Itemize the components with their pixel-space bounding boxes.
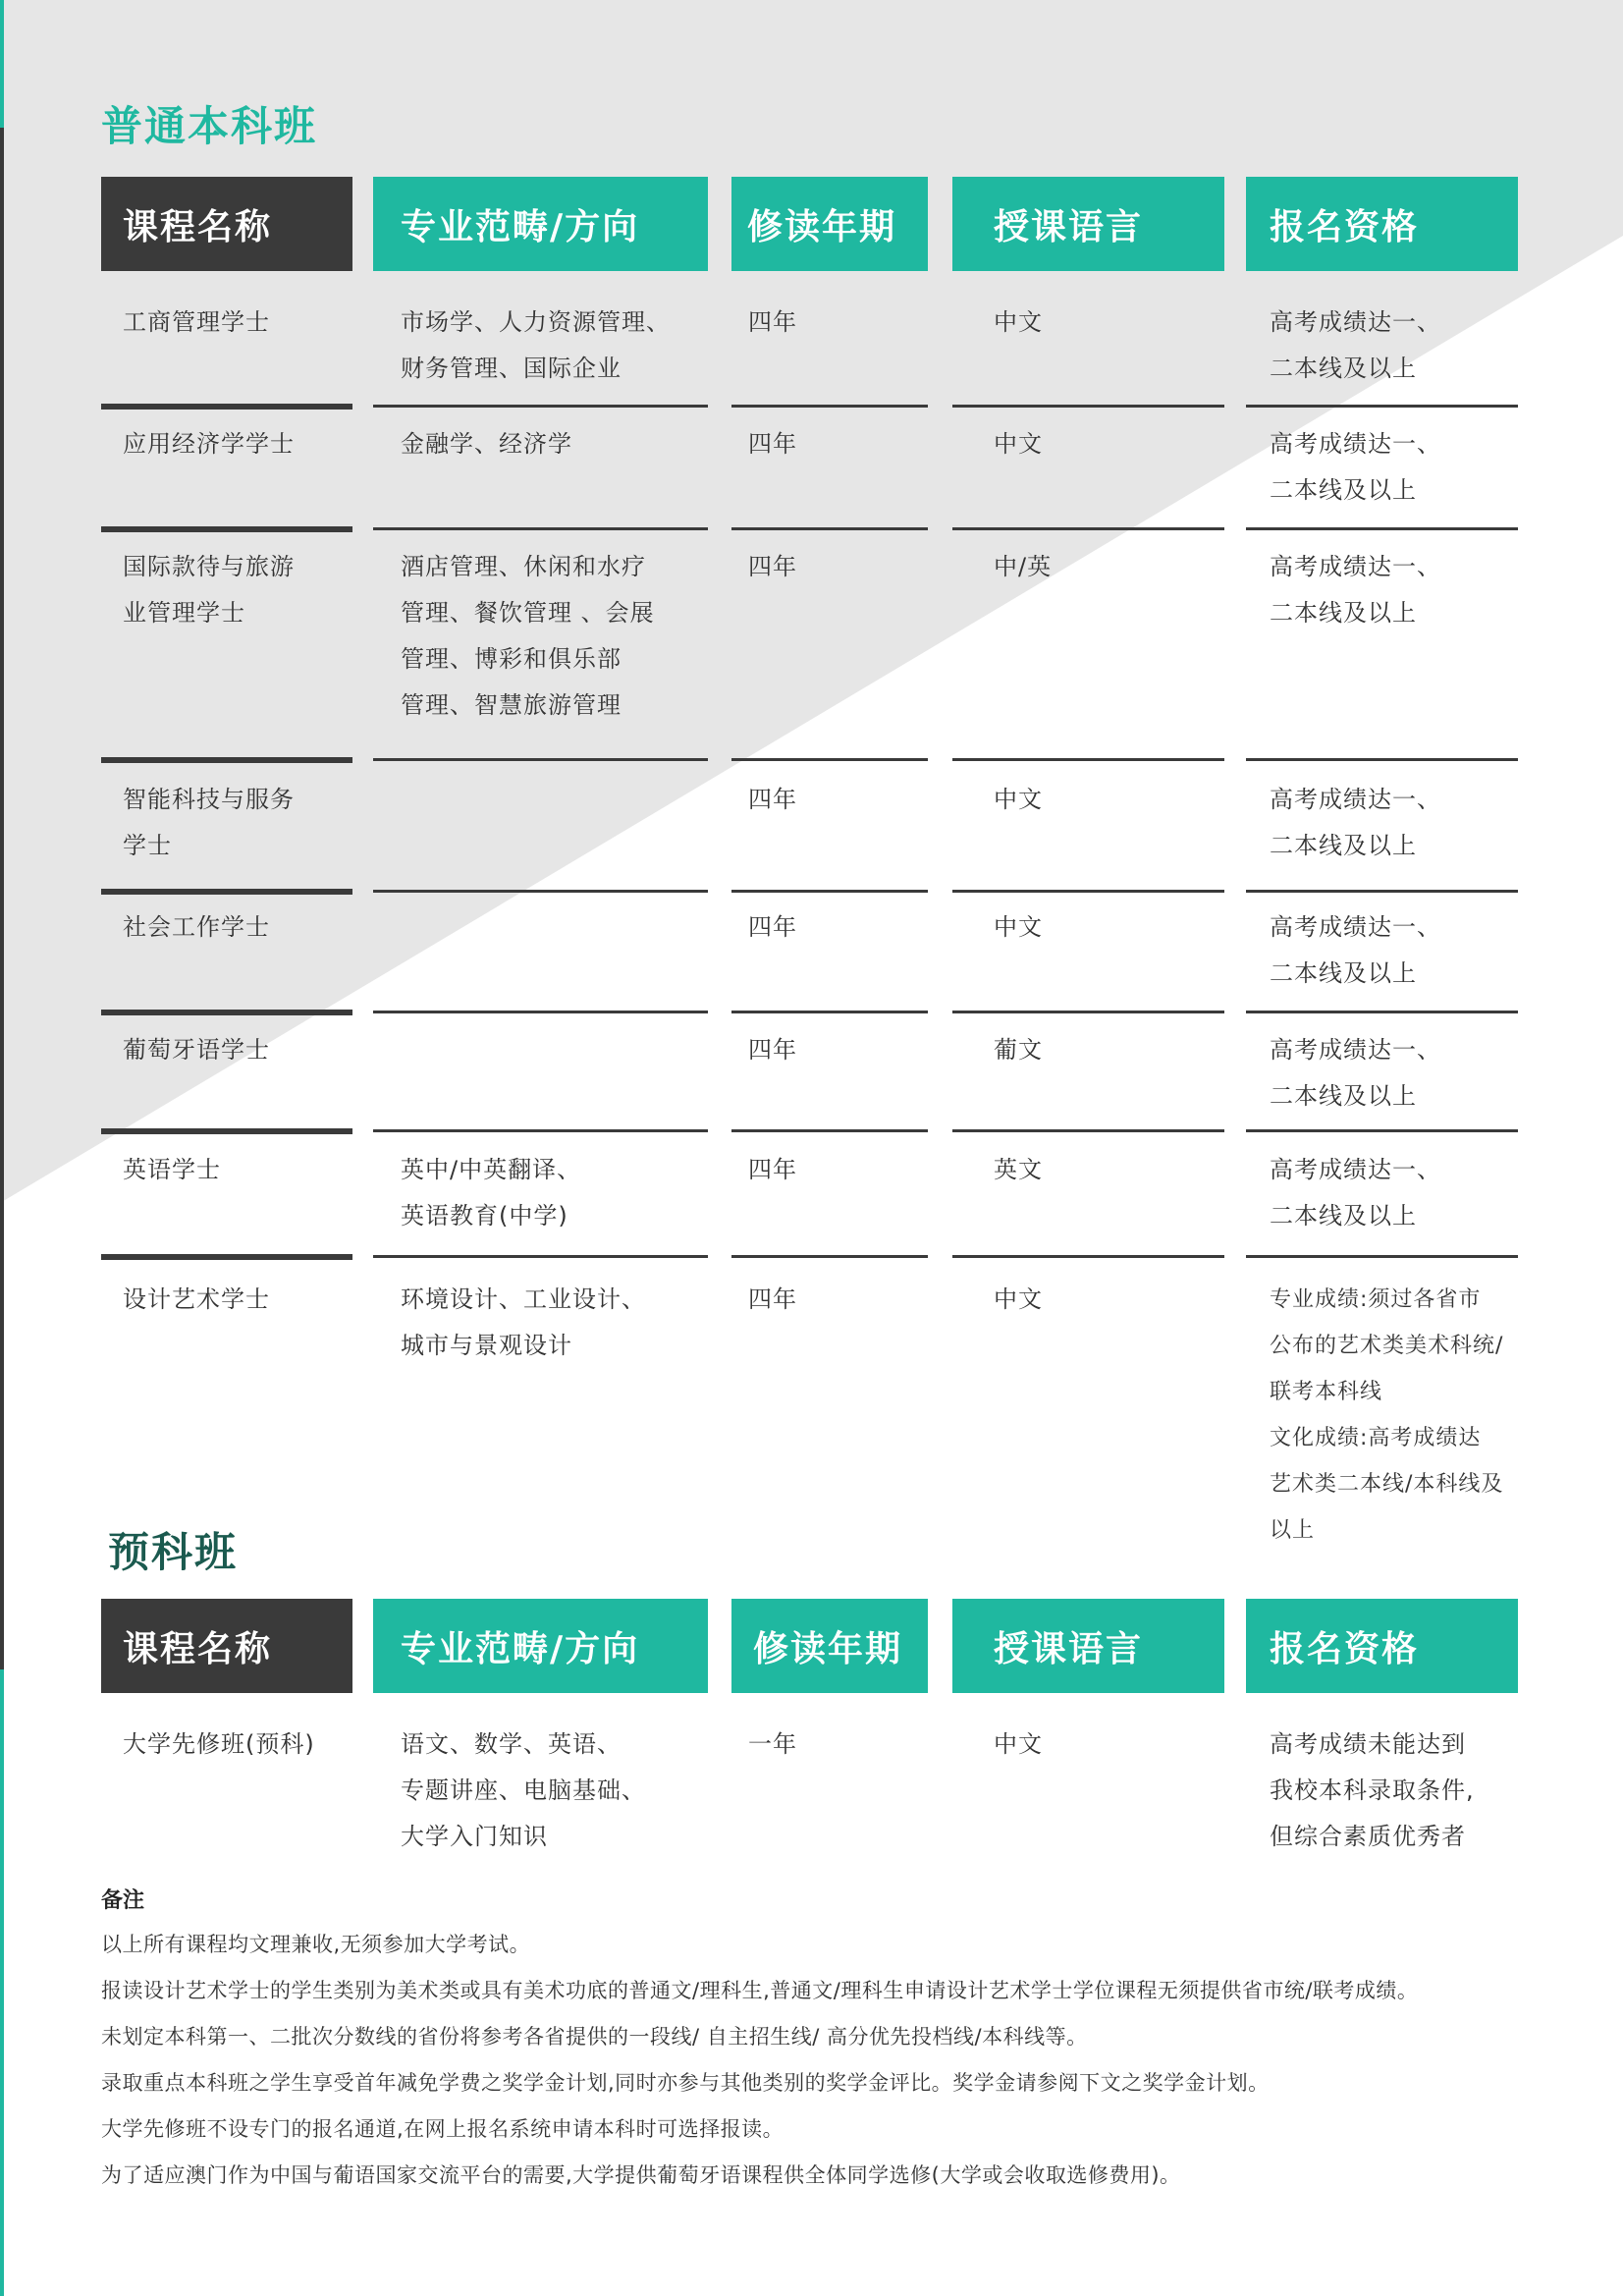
cell-line: 应用经济学学士	[123, 430, 295, 458]
cell-line: 高考成绩未能达到	[1270, 1730, 1466, 1758]
row-separator	[373, 758, 708, 761]
cell-language	[994, 1027, 1043, 1073]
header-field: 专业范畴/方向	[373, 177, 708, 271]
row-separator	[731, 758, 928, 761]
cell-line: 联考本科线	[1270, 1380, 1383, 1404]
section-title-undergraduate: 普通本科班	[101, 102, 318, 150]
cell-line: 高考成绩达一、	[1270, 913, 1441, 941]
row-separator	[101, 1128, 352, 1134]
cell-line: 艺术类二本线/本科线及	[1270, 1472, 1504, 1497]
cell-req	[1270, 1277, 1503, 1554]
cell-req	[1270, 421, 1441, 514]
cell-line: 学士	[123, 832, 172, 859]
left-edge-accent-bottom	[0, 1669, 4, 2296]
cell-field	[401, 1277, 646, 1369]
cell-line: 二本线及以上	[1270, 959, 1417, 987]
row-separator	[373, 1129, 708, 1132]
cell-name	[123, 1277, 270, 1323]
note-item: 报读设计艺术学士的学生类别为美术类或具有美术功底的普通文/理科生,普通文/理科生申请设计艺术学士学位课程无须提供省市统/联考成绩。	[101, 1979, 1419, 2002]
cell-line: 二本线及以上	[1270, 1202, 1417, 1230]
header-course-name: 课程名称	[101, 1599, 352, 1693]
cell-language	[994, 421, 1043, 467]
row-separator	[731, 1129, 928, 1132]
row-separator	[731, 1011, 928, 1013]
note-item: 未划定本科第一、二批次分数线的省份将参考各省提供的一段线/ 自主招生线/ 高分优先投档线/本科线等。	[101, 2025, 1088, 2049]
cell-line: 专题讲座、电脑基础、	[401, 1777, 646, 1804]
cell-field	[401, 421, 572, 467]
cell-duration	[748, 1722, 797, 1768]
cell-line: 英语教育(中学)	[401, 1202, 568, 1230]
cell-line: 语文、数学、英语、	[401, 1730, 622, 1758]
cell-req	[1270, 300, 1441, 392]
table-header-undergraduate	[0, 177, 1623, 271]
cell-line: 四年	[748, 553, 797, 580]
cell-language	[994, 1277, 1043, 1323]
row-separator	[1246, 405, 1518, 408]
cell-line: 高考成绩达一、	[1270, 1036, 1441, 1064]
note-item: 录取重点本科班之学生享受首年减免学费之奖学金计划,同时亦参与其他类别的奖学金评比。奖学金请参阅下文之奖学金计划。	[101, 2071, 1270, 2095]
row-separator	[952, 1011, 1224, 1013]
cell-line: 二本线及以上	[1270, 476, 1417, 504]
cell-line: 四年	[748, 786, 797, 813]
row-separator	[731, 405, 928, 408]
row-separator	[731, 890, 928, 893]
cell-line: 以上	[1270, 1518, 1316, 1543]
row-separator	[952, 1255, 1224, 1258]
cell-line: 四年	[748, 1285, 797, 1313]
row-separator	[952, 527, 1224, 530]
cell-line: 高考成绩达一、	[1270, 786, 1441, 813]
cell-req	[1270, 544, 1441, 636]
row-separator	[373, 1011, 708, 1013]
cell-line: 四年	[748, 913, 797, 941]
cell-line: 高考成绩达一、	[1270, 553, 1441, 580]
table-header-foundation	[0, 1599, 1623, 1693]
cell-line: 设计艺术学士	[123, 1285, 270, 1313]
cell-line: 英语学士	[123, 1156, 221, 1183]
row-separator	[101, 526, 352, 532]
cell-duration	[748, 421, 797, 467]
cell-name	[123, 777, 295, 869]
row-separator	[1246, 1255, 1518, 1258]
cell-line: 市场学、人力资源管理、	[401, 308, 671, 336]
cell-duration	[748, 544, 797, 590]
cell-duration	[748, 904, 797, 951]
cell-line: 城市与景观设计	[401, 1332, 572, 1359]
cell-line: 公布的艺术类美术科统/	[1270, 1334, 1504, 1358]
cell-name	[123, 300, 270, 346]
cell-line: 一年	[748, 1730, 797, 1758]
cell-line: 二本线及以上	[1270, 355, 1417, 382]
row-separator	[101, 889, 352, 895]
cell-line: 中文	[994, 913, 1043, 941]
cell-line: 中文	[994, 1730, 1043, 1758]
cell-duration	[748, 300, 797, 346]
cell-name	[123, 904, 270, 951]
row-separator	[1246, 1011, 1518, 1013]
cell-line: 二本线及以上	[1270, 599, 1417, 627]
cell-line: 葡萄牙语学士	[123, 1036, 270, 1064]
row-separator	[1246, 527, 1518, 530]
row-separator	[373, 890, 708, 893]
header-requirements: 报名资格	[1246, 1599, 1518, 1693]
cell-name	[123, 1722, 315, 1768]
cell-line: 中文	[994, 786, 1043, 813]
cell-line: 四年	[748, 1156, 797, 1183]
cell-req	[1270, 1027, 1441, 1120]
cell-line: 工商管理学士	[123, 308, 270, 336]
cell-line: 中文	[994, 308, 1043, 336]
row-separator	[731, 527, 928, 530]
row-separator	[952, 758, 1224, 761]
row-separator	[373, 405, 708, 408]
cell-req	[1270, 1722, 1475, 1860]
left-edge-accent-top	[0, 0, 4, 128]
row-separator	[1246, 890, 1518, 893]
cell-line: 英文	[994, 1156, 1043, 1183]
cell-language	[994, 1722, 1043, 1768]
cell-line: 酒店管理、休闲和水疗	[401, 553, 646, 580]
header-course-name: 课程名称	[101, 177, 352, 271]
cell-line: 管理、博彩和俱乐部	[401, 645, 622, 673]
cell-line: 高考成绩达一、	[1270, 1156, 1441, 1183]
row-separator	[373, 527, 708, 530]
cell-line: 智能科技与服务	[123, 786, 295, 813]
cell-line: 二本线及以上	[1270, 1082, 1417, 1110]
notes-title: 备注	[101, 1888, 145, 1913]
cell-line: 高考成绩达一、	[1270, 430, 1441, 458]
cell-language	[994, 904, 1043, 951]
row-separator	[952, 405, 1224, 408]
cell-name	[123, 1027, 270, 1073]
cell-duration	[748, 1147, 797, 1193]
cell-line: 二本线及以上	[1270, 832, 1417, 859]
cell-line: 管理、餐饮管理 、会展	[401, 599, 655, 627]
cell-language	[994, 1147, 1043, 1193]
cell-line: 金融学、经济学	[401, 430, 572, 458]
cell-line: 四年	[748, 430, 797, 458]
cell-line: 管理、智慧旅游管理	[401, 691, 622, 719]
cell-line: 我校本科录取条件,	[1270, 1777, 1475, 1804]
note-item: 大学先修班不设专门的报名通道,在网上报名系统申请本科时可选择报读。	[101, 2117, 784, 2141]
cell-line: 文化成绩:高考成绩达	[1270, 1426, 1482, 1450]
cell-name	[123, 1147, 221, 1193]
header-field: 专业范畴/方向	[373, 1599, 708, 1693]
cell-req	[1270, 1147, 1441, 1239]
header-language: 授课语言	[952, 177, 1224, 271]
cell-line: 社会工作学士	[123, 913, 270, 941]
cell-language	[994, 300, 1043, 346]
cell-line: 环境设计、工业设计、	[401, 1285, 646, 1313]
row-separator	[952, 1129, 1224, 1132]
row-separator	[101, 404, 352, 410]
header-duration: 修读年期	[731, 177, 928, 271]
note-item: 以上所有课程均文理兼收,无须参加大学考试。	[101, 1933, 531, 1956]
cell-name	[123, 544, 295, 636]
section-title-foundation: 预科班	[108, 1528, 239, 1576]
notes-section	[101, 1884, 1535, 2209]
cell-field	[401, 1147, 581, 1239]
cell-line: 高考成绩达一、	[1270, 308, 1441, 336]
cell-req	[1270, 904, 1441, 997]
cell-line: 财务管理、国际企业	[401, 355, 622, 382]
cell-line: 大学先修班(预科)	[123, 1730, 315, 1758]
cell-line: 大学入门知识	[401, 1823, 548, 1850]
cell-line: 中文	[994, 430, 1043, 458]
cell-line: 中/英	[994, 553, 1053, 580]
cell-duration	[748, 1277, 797, 1323]
cell-line: 国际款待与旅游	[123, 553, 295, 580]
cell-duration	[748, 777, 797, 823]
cell-line: 业管理学士	[123, 599, 245, 627]
cell-field	[401, 300, 671, 392]
row-separator	[373, 1255, 708, 1258]
cell-line: 葡文	[994, 1036, 1043, 1064]
cell-language	[994, 544, 1052, 590]
cell-duration	[748, 1027, 797, 1073]
row-separator	[101, 1254, 352, 1260]
cell-line: 英中/中英翻译、	[401, 1156, 582, 1183]
cell-language	[994, 777, 1043, 823]
row-separator	[731, 1255, 928, 1258]
header-duration: 修读年期	[731, 1599, 928, 1693]
note-item: 为了适应澳门作为中国与葡语国家交流平台的需要,大学提供葡萄牙语课程供全体同学选修(大学或会收取选修费用)。	[101, 2163, 1181, 2187]
header-language: 授课语言	[952, 1599, 1224, 1693]
row-separator	[101, 757, 352, 763]
cell-name	[123, 421, 295, 467]
cell-line: 四年	[748, 1036, 797, 1064]
cell-line: 专业成绩:须过各省市	[1270, 1287, 1482, 1312]
cell-field	[401, 1722, 646, 1860]
row-separator	[1246, 758, 1518, 761]
cell-line: 中文	[994, 1285, 1043, 1313]
row-separator	[101, 1010, 352, 1015]
cell-req	[1270, 777, 1441, 869]
row-separator	[952, 890, 1224, 893]
cell-line: 四年	[748, 308, 797, 336]
header-requirements: 报名资格	[1246, 177, 1518, 271]
row-separator	[1246, 1129, 1518, 1132]
cell-field	[401, 544, 655, 729]
cell-line: 但综合素质优秀者	[1270, 1823, 1466, 1850]
